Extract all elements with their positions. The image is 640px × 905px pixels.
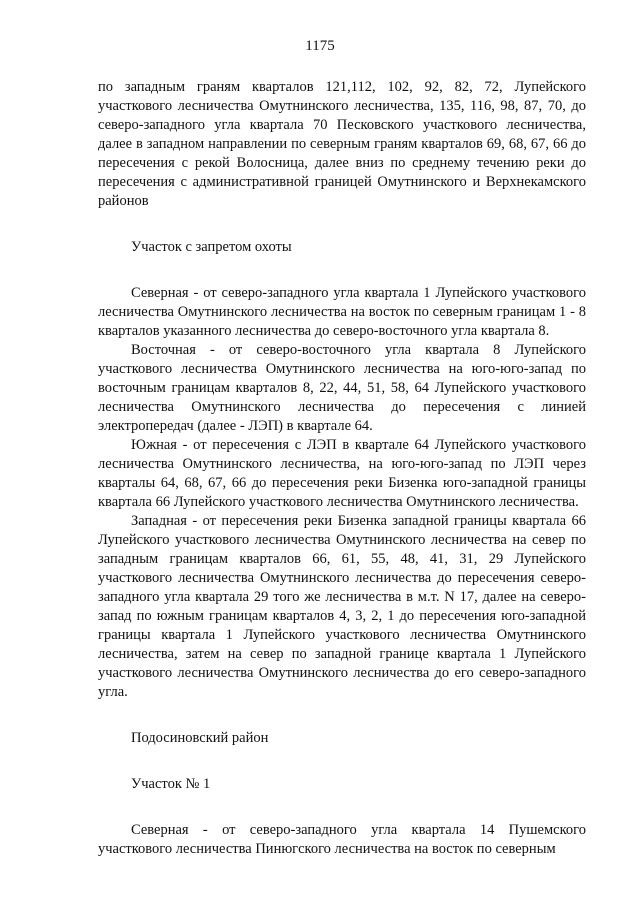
paragraph-plot1-north-boundary: Северная - от северо-западного угла квартала 14 Пушемского участкового лесничества Пинюгского лесничества на восток по северным [98,822,586,857]
paragraph-west-boundary: Западная - от пересечения реки Бизенка западной границы квартала 66 Лупейского участкового лесничества Омутнинского лесничества на север по западным границам кварталов 66, 61, 55, 48, 41, 31, 29 Лупейского участкового лесничества Омутнинского лесничества до пересечения северо-западного угла квартала 29 того же лесничества в м.т. N 17, далее на северо-запад по южным границам кварталов 4, 3, 2, 1 до пересечения юго-западной границы квартала 1 Лупейского участкового лесничества Омутнинского лесничества, затем на север по западной границе квартала 1 Лупейского участкового лесничества Омутнинского лесничества до его северо-западного угла. [98,513,586,700]
paragraph-boundary-continuation: по западным граням кварталов 121,112, 102, 92, 82, 72, Лупейского участкового лесничества Омутнинского лесничества, 135, 116, 98, 87, 70, до северо-западного угла квартала 70 Песковского участкового лесничества, далее в западном направлении по северным граням кварталов 69, 68, 67, 66 до пересечения с рекой Волосница, далее вниз по среднему течению реки до пересечения с административной границей Омутнинского и Верхнекамского районов [98,79,586,209]
paragraph-east-boundary: Восточная - от северо-восточного угла квартала 8 Лупейского участкового лесничества Омутнинского лесничества на юго-юго-запад по восточным границам кварталов 8, 22, 44, 51, 58, 64 Лупейского участкового лесничества Омутнинского лесничества до пересечения с линией электропередач (далее - ЛЭП) в квартале 64. [98,342,586,434]
page-number: 1175 [305,38,335,54]
document-body [98,78,586,859]
section-heading-hunting-ban: Участок с запретом охоты [131,239,292,255]
paragraph-north-boundary: Северная - от северо-западного угла квартала 1 Лупейского участкового лесничества Омутнинского лесничества на восток по северным границам 1 - 8 кварталов указанного лесничества до северо-восточного угла квартала 8. [98,285,586,339]
section-heading-plot-1: Участок № 1 [131,776,211,792]
section-heading-district: Подосиновский район [131,730,269,746]
paragraph-south-boundary: Южная - от пересечения с ЛЭП в квартале 64 Лупейского участкового лесничества Омутнинского лесничества, на юго-юго-запад по ЛЭП через кварталы 64, 68, 67, 66 до пересечения реки Бизенка юго-западной границы квартала 66 Лупейского участкового лесничества Омутнинского лесничества. [98,437,586,510]
